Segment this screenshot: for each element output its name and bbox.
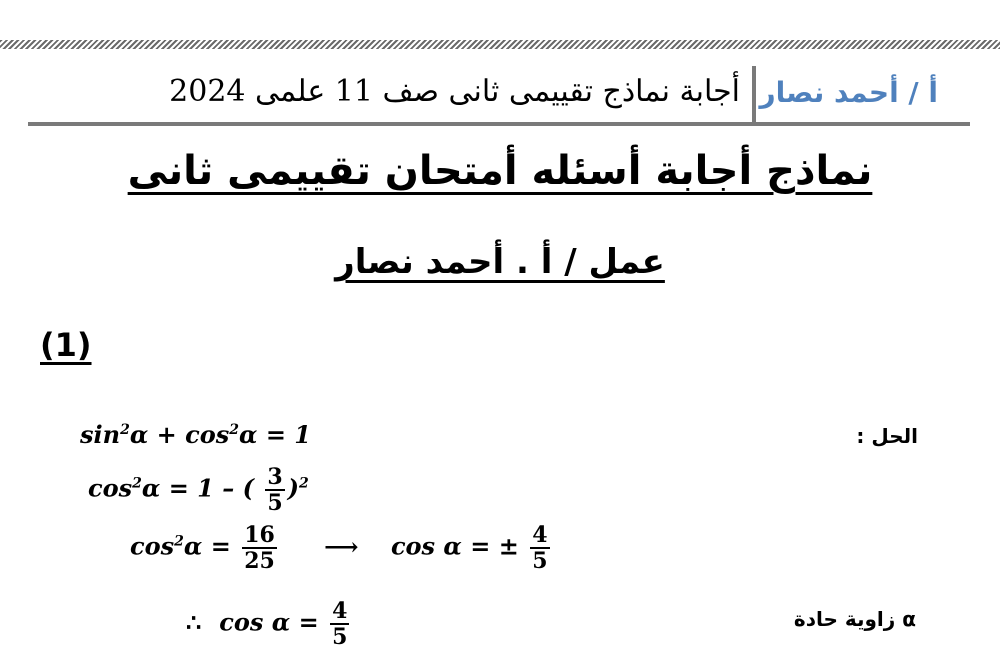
- eq3-result-fraction: [530, 524, 549, 572]
- eq3-exp: 2: [174, 533, 184, 550]
- eq3-result-numerator: 4: [532, 522, 548, 548]
- eq3-result-denominator: 5: [532, 548, 548, 574]
- header-title: أجابة نماذج تقييمى ثانى صف 11 علمى 2024: [169, 74, 740, 109]
- eq3-fraction: [242, 524, 277, 572]
- equation-4: [186, 600, 352, 648]
- therefore-icon: ∴: [186, 607, 202, 637]
- eq1-sin: sin: [80, 420, 121, 449]
- eq2-exp1: 2: [132, 475, 142, 492]
- eq2-denominator: 5: [267, 490, 283, 516]
- eq4-fraction: [330, 600, 349, 648]
- eq3-result: cos α = ±: [390, 531, 519, 561]
- header-divider: [752, 66, 756, 124]
- eq1-mid: α + cos: [129, 420, 230, 449]
- eq4-numerator: 4: [332, 598, 348, 624]
- question-number: (1): [40, 326, 92, 364]
- eq1-exp1: 2: [120, 422, 130, 438]
- eq1-end: α = 1: [239, 420, 311, 449]
- eq2-numerator: 3: [267, 464, 283, 490]
- solution-label: الحل :: [856, 424, 918, 448]
- eq4-lhs: cos α =: [219, 607, 319, 637]
- eq2-exp2: 2: [298, 475, 309, 492]
- equation-2: [88, 466, 309, 514]
- eq2-mid: α = 1 – (: [141, 473, 254, 503]
- eq3-numerator: 16: [244, 522, 275, 548]
- eq1-exp2: 2: [229, 422, 239, 438]
- acute-angle-label: α زاوية حادة: [793, 607, 916, 631]
- eq3-mid: α =: [183, 531, 231, 561]
- equation-1: [80, 420, 311, 449]
- equation-3: [130, 524, 553, 572]
- arrow-icon: ⟶: [324, 531, 359, 561]
- eq2-cos: cos: [88, 473, 133, 503]
- page-subtitle: عمل / أ . أحمد نصار: [335, 242, 665, 282]
- page-top-border: [0, 40, 1000, 49]
- eq3-denominator: 25: [244, 548, 275, 574]
- page-title: نماذج أجابة أسئله أمتحان تقييمى ثانى: [127, 148, 873, 194]
- eq2-fraction: [265, 466, 284, 514]
- header-rule: [28, 122, 970, 126]
- eq2-close: ): [287, 473, 299, 503]
- eq4-denominator: 5: [332, 624, 348, 650]
- page-header: [28, 62, 970, 124]
- header-author: أ / أحمد نصار: [759, 76, 938, 109]
- eq3-cos: cos: [130, 531, 175, 561]
